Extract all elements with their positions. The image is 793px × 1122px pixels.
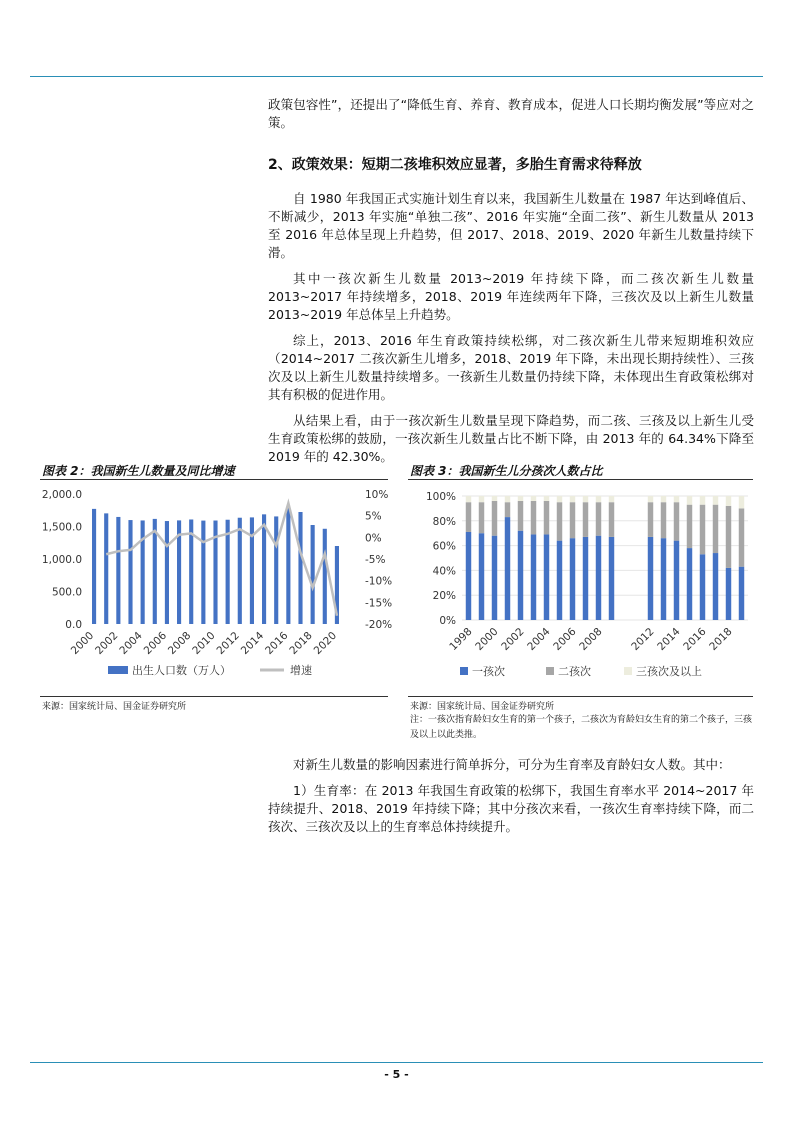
bar-segment-二孩次 bbox=[648, 502, 653, 537]
y-tick-label: 100% bbox=[425, 491, 456, 503]
lower-paragraph-2: 1）生育率：在 2013 年我国生育政策的松绑下，我国生育率水平 2014~2017 年持续提升、2018、2019 年持续下降；其中分孩次来看，一孩次生育率持续下降，而二孩次、三孩次及以上的生育率总体持续提升。 bbox=[268, 783, 754, 834]
chart3-title-rule bbox=[408, 479, 753, 480]
x-tick-label: 2012 bbox=[629, 625, 657, 654]
legend-label-三孩次及以上: 三孩次及以上 bbox=[636, 665, 702, 678]
bar-segment-三孩次及以上 bbox=[674, 496, 679, 502]
bar-segment-二孩次 bbox=[609, 502, 614, 537]
bar-segment-一孩次 bbox=[648, 537, 653, 620]
legend-growth-label: 增速 bbox=[290, 664, 312, 677]
bar-segment-二孩次 bbox=[505, 502, 510, 517]
bar-births bbox=[286, 508, 290, 624]
bar-segment-三孩次及以上 bbox=[479, 496, 484, 502]
bar-segment-一孩次 bbox=[596, 536, 601, 620]
bar-births bbox=[311, 525, 315, 624]
legend-births-swatch bbox=[108, 666, 128, 674]
x-tick-label: 2012 bbox=[214, 629, 242, 658]
bar-segment-二孩次 bbox=[466, 502, 471, 532]
chart2-source: 来源：国家统计局、国金证券研究所 bbox=[42, 702, 187, 712]
paragraph-2: 其中一孩次新生儿数量 2013~2019 年持续下降，而二孩次新生儿数量 2013~2017 年持续增多，2018、2019 年连续两年下降，三孩次及以上新生儿数量 2013~2019 年总体呈上升趋势。 bbox=[268, 271, 754, 322]
bar-segment-一孩次 bbox=[700, 554, 705, 620]
bar-segment-三孩次及以上 bbox=[700, 496, 705, 505]
chart2-bottom-rule bbox=[40, 696, 388, 697]
bar-births bbox=[165, 521, 169, 624]
legend-label-二孩次: 二孩次 bbox=[558, 665, 591, 678]
y-left-tick-label: 2,000.0 bbox=[41, 489, 82, 501]
bar-births bbox=[104, 513, 108, 624]
bar-segment-一孩次 bbox=[544, 534, 549, 620]
y-right-tick-label: 10% bbox=[365, 489, 389, 501]
bar-segment-二孩次 bbox=[674, 502, 679, 540]
x-tick-label: 2006 bbox=[141, 629, 170, 658]
bar-segment-一孩次 bbox=[687, 548, 692, 620]
y-right-tick-label: -10% bbox=[365, 575, 393, 588]
x-tick-label: 2016 bbox=[263, 629, 291, 658]
bar-segment-三孩次及以上 bbox=[466, 496, 471, 502]
bar-births bbox=[141, 520, 145, 624]
chart3-svg bbox=[406, 482, 758, 692]
bar-segment-一孩次 bbox=[674, 541, 679, 620]
bar-segment-二孩次 bbox=[479, 502, 484, 533]
bar-segment-一孩次 bbox=[518, 531, 523, 620]
bar-births bbox=[298, 512, 302, 624]
x-tick-label: 2002 bbox=[93, 629, 121, 658]
bar-births bbox=[128, 520, 132, 624]
y-right-tick-label: -20% bbox=[365, 619, 393, 631]
bar-segment-二孩次 bbox=[726, 506, 731, 568]
y-left-tick-label: 1,500.0 bbox=[41, 521, 82, 534]
chart2-title-rule bbox=[40, 479, 388, 480]
x-tick-label: 2008 bbox=[577, 625, 605, 654]
bar-segment-二孩次 bbox=[583, 502, 588, 537]
x-tick-label: 2004 bbox=[117, 629, 145, 658]
bar-segment-一孩次 bbox=[479, 533, 484, 620]
bar-segment-三孩次及以上 bbox=[726, 496, 731, 506]
bar-segment-一孩次 bbox=[726, 568, 731, 620]
page-number: - 5 - bbox=[384, 1068, 409, 1081]
y-right-tick-label: 0% bbox=[365, 532, 382, 545]
x-tick-label: 2000 bbox=[473, 625, 501, 654]
bar-segment-二孩次 bbox=[492, 501, 497, 536]
bar-segment-二孩次 bbox=[557, 502, 562, 540]
intro-text bbox=[268, 96, 754, 140]
x-tick-label: 2008 bbox=[165, 629, 194, 658]
bar-births bbox=[274, 516, 278, 624]
x-tick-label: 1998 bbox=[447, 625, 475, 654]
bar-segment-三孩次及以上 bbox=[518, 496, 523, 501]
bar-segment-二孩次 bbox=[713, 505, 718, 553]
bar-segment-一孩次 bbox=[661, 538, 666, 620]
bar-segment-一孩次 bbox=[713, 553, 718, 620]
legend-swatch-二孩次 bbox=[546, 667, 554, 675]
bar-segment-一孩次 bbox=[609, 537, 614, 620]
x-tick-label: 2016 bbox=[681, 625, 709, 654]
bar-segment-二孩次 bbox=[531, 501, 536, 534]
bar-segment-三孩次及以上 bbox=[739, 496, 744, 508]
paragraph-3: 综上，2013、2016 年生育政策持续松绑，对二孩次新生儿带来短期堆积效应（2014~2017 二孩次新生儿增多，2018、2019 年下降，未出现长期持续性）、三孩次及以上新生儿数量持续增多。一孩新生儿数量仍持续下降，未体现出生育政策松绑对其有积极的促进作用。 bbox=[268, 333, 754, 402]
chart3-bottom-rule bbox=[408, 696, 753, 697]
y-right-tick-label: -15% bbox=[365, 597, 393, 610]
y-left-tick-label: 1,000.0 bbox=[41, 554, 82, 566]
bar-births bbox=[262, 514, 266, 624]
chart2-title: 图表 2：我国新生儿数量及同比增速 bbox=[42, 464, 235, 478]
bar-segment-一孩次 bbox=[505, 517, 510, 620]
y-tick-label: 40% bbox=[432, 565, 456, 578]
bar-segment-三孩次及以上 bbox=[713, 496, 718, 505]
x-tick-label: 2000 bbox=[68, 629, 97, 658]
bar-segment-二孩次 bbox=[661, 502, 666, 538]
bar-segment-三孩次及以上 bbox=[687, 496, 692, 505]
legend-label-一孩次: 一孩次 bbox=[472, 665, 505, 678]
bar-births bbox=[92, 509, 96, 624]
bar-segment-三孩次及以上 bbox=[661, 496, 666, 502]
intro-paragraph: 政策包容性”，还提出了“降低生育、养育、教育成本，促进人口长期均衡发展”等应对之策。 bbox=[268, 97, 754, 130]
footer-rule bbox=[30, 1062, 763, 1063]
bar-segment-二孩次 bbox=[518, 501, 523, 531]
x-tick-label: 2010 bbox=[190, 629, 218, 658]
lower-text bbox=[268, 756, 754, 844]
bar-segment-一孩次 bbox=[557, 541, 562, 620]
bar-segment-一孩次 bbox=[570, 538, 575, 620]
bar-segment-三孩次及以上 bbox=[505, 496, 510, 502]
y-left-tick-label: 500.0 bbox=[51, 586, 82, 599]
bar-segment-三孩次及以上 bbox=[583, 496, 588, 502]
bar-segment-三孩次及以上 bbox=[531, 496, 536, 501]
bar-segment-三孩次及以上 bbox=[544, 496, 549, 501]
bar-segment-二孩次 bbox=[570, 502, 575, 538]
bar-segment-三孩次及以上 bbox=[596, 496, 601, 502]
bar-births bbox=[238, 518, 242, 624]
bar-segment-三孩次及以上 bbox=[609, 496, 614, 502]
bar-births bbox=[116, 517, 120, 624]
bar-segment-三孩次及以上 bbox=[648, 496, 653, 502]
y-tick-label: 20% bbox=[432, 590, 456, 603]
bar-segment-一孩次 bbox=[492, 536, 497, 620]
bar-births bbox=[201, 521, 205, 624]
header-rule bbox=[30, 76, 763, 77]
bar-segment-二孩次 bbox=[596, 502, 601, 535]
lower-paragraph-1: 对新生儿数量的影响因素进行简单拆分，可分为生育率及育龄妇女人数。其中： bbox=[293, 757, 731, 772]
chart3-source: 来源：国家统计局、国金证券研究所 bbox=[410, 702, 555, 712]
y-tick-label: 0% bbox=[439, 615, 456, 627]
x-tick-label: 2006 bbox=[551, 625, 579, 654]
y-right-tick-label: -5% bbox=[365, 554, 386, 566]
section-heading: 2、政策效果：短期二孩堆积效应显著，多胎生育需求待释放 bbox=[268, 157, 642, 173]
chart2-svg bbox=[38, 482, 398, 692]
bar-segment-一孩次 bbox=[466, 532, 471, 620]
bar-segment-一孩次 bbox=[583, 537, 588, 620]
x-tick-label: 2018 bbox=[707, 625, 735, 654]
x-tick-label: 2020 bbox=[311, 629, 340, 658]
x-tick-label: 2014 bbox=[238, 629, 267, 658]
main-text bbox=[268, 190, 754, 474]
legend-swatch-一孩次 bbox=[460, 667, 468, 675]
bar-segment-二孩次 bbox=[700, 505, 705, 555]
bar-segment-三孩次及以上 bbox=[570, 496, 575, 502]
bar-segment-二孩次 bbox=[544, 501, 549, 534]
bar-segment-一孩次 bbox=[739, 567, 744, 620]
chart3-note: 注：一孩次指育龄妇女生育的第一个孩子，二孩次为育龄妇女生育的第二个孩子，三孩及以上以此类推。 bbox=[410, 715, 753, 740]
bar-segment-二孩次 bbox=[739, 508, 744, 566]
y-tick-label: 80% bbox=[432, 515, 456, 528]
chart3-title: 图表 3：我国新生儿分孩次人数占比 bbox=[410, 464, 603, 478]
x-tick-label: 2004 bbox=[525, 625, 553, 654]
bar-births bbox=[323, 529, 327, 624]
bar-segment-一孩次 bbox=[531, 534, 536, 620]
bar-births bbox=[153, 519, 157, 624]
paragraph-1: 自 1980 年我国正式实施计划生育以来，我国新生儿数量在 1987 年达到峰值后、不断减少，2013 年实施“单独二孩”、2016 年实施“全面二孩”、新生儿数量从 2013 至 2016 年总体呈现上升趋势，但 2017、2018、2019、2020 年新生儿数量持续下滑。 bbox=[268, 191, 754, 260]
y-tick-label: 60% bbox=[432, 540, 456, 553]
bar-segment-三孩次及以上 bbox=[492, 496, 497, 501]
x-tick-label: 2018 bbox=[287, 629, 315, 658]
y-right-tick-label: 5% bbox=[365, 510, 382, 523]
paragraph-4: 从结果上看，由于一孩次新生儿数量呈现下降趋势，而二孩、三孩及以上新生儿受生育政策松绑的鼓励，一孩次新生儿数量占比不断下降，由 2013 年的 64.34%下降至 2019 年的 42.30%。 bbox=[268, 413, 754, 464]
bar-segment-二孩次 bbox=[687, 505, 692, 548]
y-left-tick-label: 0.0 bbox=[65, 619, 82, 631]
legend-swatch-三孩次及以上 bbox=[624, 667, 632, 675]
x-tick-label: 2014 bbox=[655, 625, 683, 654]
x-tick-label: 2002 bbox=[499, 625, 527, 654]
legend-births-label: 出生人口数（万人） bbox=[132, 664, 231, 677]
bar-segment-三孩次及以上 bbox=[557, 496, 562, 502]
